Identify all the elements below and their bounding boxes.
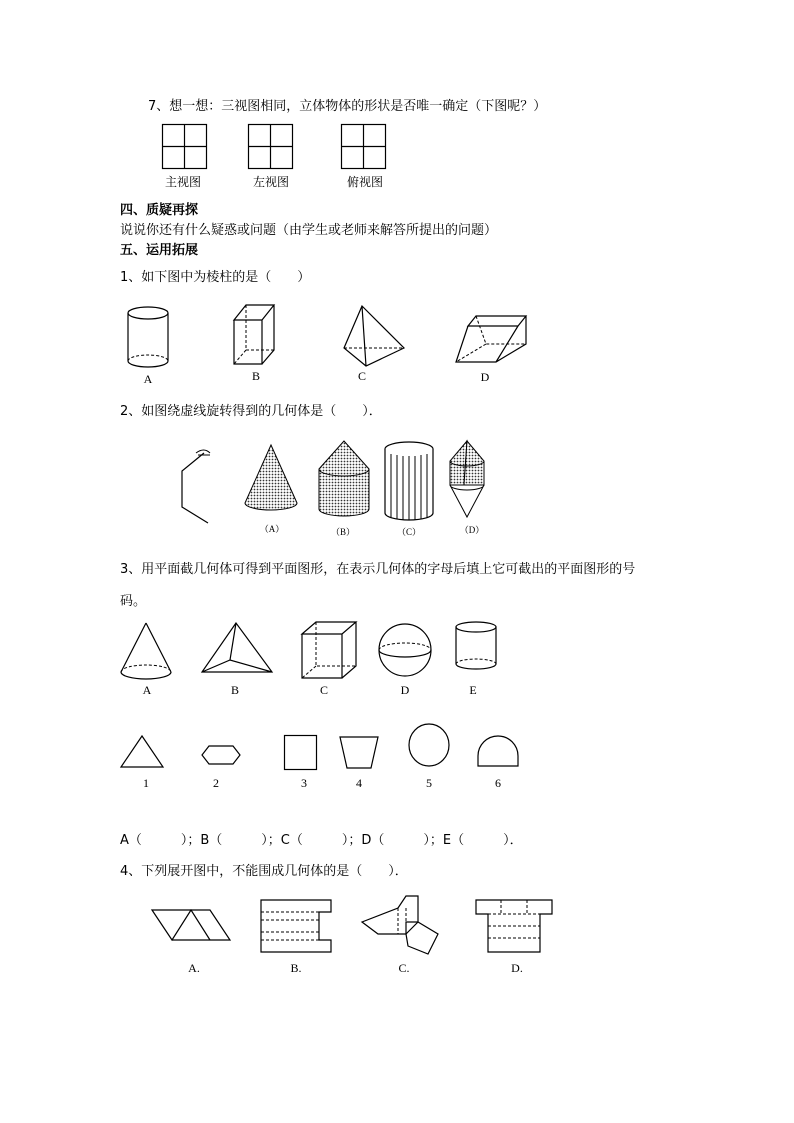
problem-3-text-cont: 码。	[120, 594, 147, 609]
shape-label-1: 1	[143, 776, 149, 790]
p1-label-d: D	[480, 370, 490, 384]
p4-label-b: B.	[290, 961, 302, 975]
problem-4-text: 4、下列展开图中，不能围成几何体的是（ ）．	[120, 864, 408, 879]
solid-label-b: B	[230, 683, 239, 697]
solid-label-d: D	[400, 683, 410, 697]
triangle-shape-1	[119, 734, 165, 770]
hexagon-shape-2	[200, 744, 242, 766]
net-option-a	[150, 908, 232, 942]
cone-cylinder-option-b	[316, 439, 372, 521]
p4-label-c: C.	[398, 961, 410, 975]
triangular-prism-figure	[228, 302, 278, 368]
problem-2-text: 2、如图绕虚线旋转得到的几何体是（ ）．	[120, 404, 382, 419]
q7-text: 7、想一想：三视图相同，立体物体的形状是否唯一确定（下图呢？）	[148, 99, 547, 114]
cylinder-solid-e	[454, 620, 500, 672]
sphere-solid-d	[377, 620, 433, 680]
front-view-grid	[162, 124, 208, 170]
section-5-title: 五、运用拓展	[120, 243, 199, 258]
solid-label-a: A	[142, 683, 152, 697]
p4-label-d: D.	[511, 961, 523, 975]
double-cone-option-d	[447, 439, 487, 521]
section-4-title: 四、质疑再探	[120, 203, 199, 218]
left-view-label: 左视图	[253, 175, 290, 189]
net-option-d	[474, 898, 554, 954]
problem-1-text: 1、如下图中为棱柱的是（ ）	[120, 270, 311, 285]
net-option-b	[259, 898, 335, 954]
p2-label-a: （A）	[259, 524, 285, 534]
cube-solid-c	[300, 620, 358, 680]
cone-solid-a	[119, 620, 173, 680]
front-view-label: 主视图	[165, 175, 202, 189]
tetrahedron-figure	[340, 302, 408, 370]
p2-label-d: （D）	[459, 525, 485, 535]
shape-label-3: 3	[301, 776, 307, 790]
circle-shape-5	[407, 723, 451, 769]
p2-label-c: （C）	[396, 527, 421, 537]
trapezoid-shape-4	[338, 735, 380, 771]
top-view-grid	[341, 124, 387, 170]
shape-label-6: 6	[495, 776, 501, 790]
rotation-outline-figure	[176, 445, 216, 525]
problem-3-answer-line: A（ ）；B（ ）；C（ ）；D（ ）；E（ ）．	[120, 833, 523, 848]
pyramid-solid-b	[200, 620, 274, 676]
p1-label-a: A	[143, 372, 153, 386]
cylinder-figure	[126, 305, 172, 369]
p4-label-a: A.	[188, 961, 200, 975]
cone-option-a	[241, 443, 301, 513]
shape-label-2: 2	[213, 776, 219, 790]
shape-label-4: 4	[356, 776, 362, 790]
top-view-label: 俯视图	[347, 175, 384, 189]
left-view-grid	[248, 124, 294, 170]
p2-label-b: （B）	[330, 527, 355, 537]
problem-3-text: 3、用平面截几何体可得到平面图形，在表示几何体的字母后填上它可截出的平面图形的号	[120, 562, 636, 577]
net-option-c	[360, 894, 444, 958]
solid-label-e: E	[469, 683, 477, 697]
p1-label-c: C	[357, 369, 366, 383]
semicircle-shape-6	[476, 734, 520, 770]
frustum-figure	[452, 312, 530, 364]
solid-label-c: C	[319, 683, 328, 697]
cylinder-option-c	[383, 441, 435, 523]
square-shape-3	[283, 734, 319, 772]
shape-label-5: 5	[426, 776, 432, 790]
section-4-text: 说说你还有什么疑惑或问题（由学生或老师来解答所提出的问题）	[120, 223, 498, 238]
p1-label-b: B	[251, 369, 260, 383]
